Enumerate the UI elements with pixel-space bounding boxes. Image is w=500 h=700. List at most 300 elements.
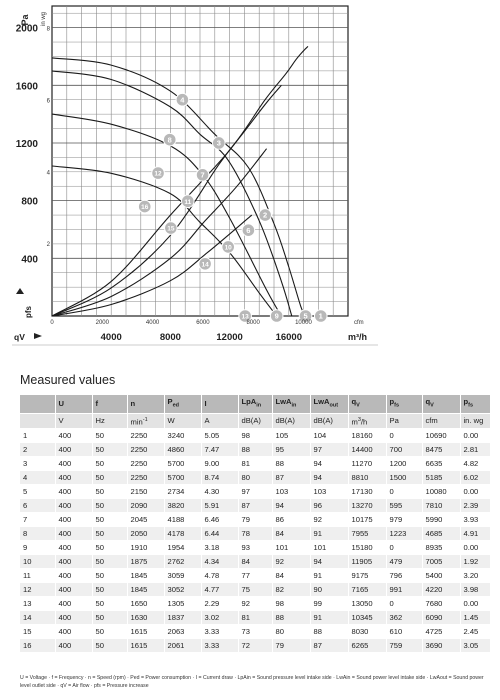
table-cell: 50 bbox=[92, 597, 127, 611]
table-cell: 6.46 bbox=[201, 513, 238, 527]
table-cell: 0.00 bbox=[460, 541, 490, 555]
table-row bbox=[20, 639, 490, 653]
table-cell: 0 bbox=[386, 541, 422, 555]
table-cell: 50 bbox=[92, 611, 127, 625]
table-cell: 8 bbox=[20, 527, 55, 541]
table-row bbox=[20, 527, 490, 541]
table-units-row bbox=[20, 413, 490, 429]
table-cell: 90 bbox=[310, 583, 348, 597]
table-cell: 2.29 bbox=[201, 597, 238, 611]
table-cell: 2 bbox=[20, 443, 55, 457]
table-cell: 50 bbox=[92, 513, 127, 527]
table-cell: 50 bbox=[92, 639, 127, 653]
table-footnote: U = Voltage · f = Frequency · n = Speed (rpm) · Ped = Power consumption · I = Current draw · LpAin = Sound pressure level intake side · LwAin = Sound power level intake side · LwAout = Sound power level outlet side · qV = Air flow · pfs = Pressure increase bbox=[20, 675, 484, 689]
x-axis-unit: m³/h bbox=[348, 332, 367, 342]
table-header-cell: $p_{fs}$ bbox=[460, 395, 490, 413]
table-cell: 5 bbox=[20, 485, 55, 499]
table-cell: 86 bbox=[272, 513, 310, 527]
table-cell: 2250 bbox=[127, 429, 164, 443]
table-cell: 81 bbox=[238, 457, 272, 471]
table-cell: 400 bbox=[55, 485, 92, 499]
table-cell: 91 bbox=[310, 527, 348, 541]
x2-tick-label: 8000 bbox=[246, 320, 260, 326]
table-row bbox=[20, 429, 490, 443]
y-tick-label: 800 bbox=[21, 196, 38, 208]
table-cell: Pa bbox=[386, 413, 422, 429]
table-cell: 1954 bbox=[164, 541, 201, 555]
table-header-cell: $P_{ed}$ bbox=[164, 395, 201, 413]
table-cell: 2063 bbox=[164, 625, 201, 639]
table-cell: 82 bbox=[272, 583, 310, 597]
table-cell: 8475 bbox=[422, 443, 460, 457]
table-cell: A bbox=[201, 413, 238, 429]
table-cell: 4725 bbox=[422, 625, 460, 639]
table-cell: 94 bbox=[310, 555, 348, 569]
table-cell: 94 bbox=[272, 499, 310, 513]
y2-tick-label: 8 bbox=[46, 26, 50, 33]
table-cell: 400 bbox=[55, 471, 92, 485]
table-cell: 10080 bbox=[422, 485, 460, 499]
table-cell: 73 bbox=[238, 625, 272, 639]
table-cell: 95 bbox=[272, 443, 310, 457]
table-cell: 0.00 bbox=[460, 485, 490, 499]
table-cell: 6090 bbox=[422, 611, 460, 625]
table-cell: 80 bbox=[272, 625, 310, 639]
table-cell: 2250 bbox=[127, 471, 164, 485]
table-cell: 6635 bbox=[422, 457, 460, 471]
table-cell: 1.45 bbox=[460, 611, 490, 625]
table-cell: 1845 bbox=[127, 583, 164, 597]
table-cell: W bbox=[164, 413, 201, 429]
table-row bbox=[20, 513, 490, 527]
table-cell: 1615 bbox=[127, 639, 164, 653]
table-cell: 14 bbox=[20, 611, 55, 625]
table-cell: 5.05 bbox=[201, 429, 238, 443]
table-cell: 3.98 bbox=[460, 583, 490, 597]
operating-point-label: 1 bbox=[318, 311, 323, 321]
table-cell: 400 bbox=[55, 625, 92, 639]
table-cell: 0.00 bbox=[460, 429, 490, 443]
table-cell: 50 bbox=[92, 527, 127, 541]
table-cell: 7165 bbox=[348, 583, 386, 597]
table-header-cell bbox=[20, 395, 55, 413]
table-row bbox=[20, 541, 490, 555]
table-cell: 1 bbox=[20, 429, 55, 443]
table-cell: 10690 bbox=[422, 429, 460, 443]
x2-tick-label: 0 bbox=[50, 320, 54, 326]
table-cell: 75 bbox=[238, 583, 272, 597]
table-cell: 3820 bbox=[164, 499, 201, 513]
x-axis-arrow bbox=[34, 333, 42, 339]
table-cell: 3.05 bbox=[460, 639, 490, 653]
table-row bbox=[20, 471, 490, 485]
table-cell bbox=[20, 413, 55, 429]
table-header-cell: $q_V$ bbox=[422, 395, 460, 413]
table-cell: 8.74 bbox=[201, 471, 238, 485]
table-cell: 9 bbox=[20, 541, 55, 555]
table-cell: 50 bbox=[92, 583, 127, 597]
y-tick-label: 1200 bbox=[15, 138, 38, 150]
y-axis-arrow bbox=[16, 288, 24, 294]
y2-tick-label: 4 bbox=[46, 170, 50, 177]
table-cell: 94 bbox=[310, 471, 348, 485]
table-cell: 10175 bbox=[348, 513, 386, 527]
table-cell: 2050 bbox=[127, 527, 164, 541]
operating-point-label: 11 bbox=[184, 198, 192, 206]
table-cell: dB(A) bbox=[238, 413, 272, 429]
table-cell: 8935 bbox=[422, 541, 460, 555]
table-cell: 88 bbox=[272, 457, 310, 471]
table-row bbox=[20, 443, 490, 457]
operating-point-label: 2 bbox=[263, 210, 268, 220]
table-cell: 2250 bbox=[127, 457, 164, 471]
table-row bbox=[20, 485, 490, 499]
table-cell: 4178 bbox=[164, 527, 201, 541]
table-cell: 3690 bbox=[422, 639, 460, 653]
table-row bbox=[20, 555, 490, 569]
measured-values-title: Measured values bbox=[20, 373, 116, 387]
table-cell: 11270 bbox=[348, 457, 386, 471]
table-cell: 400 bbox=[55, 569, 92, 583]
table-cell: 6265 bbox=[348, 639, 386, 653]
table-cell: 3 bbox=[20, 457, 55, 471]
table-cell: 9.00 bbox=[201, 457, 238, 471]
table-cell: 101 bbox=[272, 541, 310, 555]
table-header-cell: LpA$_{in}$ bbox=[238, 395, 272, 413]
table-cell: 2.39 bbox=[460, 499, 490, 513]
table-cell: 11905 bbox=[348, 555, 386, 569]
table-cell: 72 bbox=[238, 639, 272, 653]
table-cell: 0.00 bbox=[460, 597, 490, 611]
table-cell: 4860 bbox=[164, 443, 201, 457]
table-cell: 3.18 bbox=[201, 541, 238, 555]
table-cell: 105 bbox=[272, 429, 310, 443]
table-cell: 11 bbox=[20, 569, 55, 583]
table-cell: 50 bbox=[92, 541, 127, 555]
table-cell: 14400 bbox=[348, 443, 386, 457]
table-cell: 104 bbox=[310, 429, 348, 443]
table-cell: 77 bbox=[238, 569, 272, 583]
y-tick-label: 1600 bbox=[15, 81, 38, 93]
table-cell: dB(A) bbox=[310, 413, 348, 429]
table-cell: 0 bbox=[386, 485, 422, 499]
table-header-cell: $p_{fs}$ bbox=[386, 395, 422, 413]
table-cell: 7.47 bbox=[201, 443, 238, 457]
table-cell: 50 bbox=[92, 569, 127, 583]
table-cell: 10345 bbox=[348, 611, 386, 625]
operating-point-label: 3 bbox=[216, 138, 221, 148]
y-axis-unit: Pa bbox=[20, 14, 30, 26]
table-cell: 400 bbox=[55, 527, 92, 541]
table-cell: 18160 bbox=[348, 429, 386, 443]
table-header-cell: $q_V$ bbox=[348, 395, 386, 413]
operating-point-label: 7 bbox=[200, 170, 205, 180]
table-cell: 5400 bbox=[422, 569, 460, 583]
table-cell: 79 bbox=[272, 639, 310, 653]
x2-axis-unit: cfm bbox=[354, 320, 364, 326]
table-cell: 4.34 bbox=[201, 555, 238, 569]
table-cell: 84 bbox=[272, 569, 310, 583]
table-cell: 13050 bbox=[348, 597, 386, 611]
operating-point-label: 12 bbox=[154, 170, 162, 178]
table-cell: 400 bbox=[55, 457, 92, 471]
table-cell: 2045 bbox=[127, 513, 164, 527]
table-cell: 7955 bbox=[348, 527, 386, 541]
chart-grid bbox=[52, 6, 348, 316]
table-cell: 50 bbox=[92, 443, 127, 457]
table-row bbox=[20, 569, 490, 583]
table-row bbox=[20, 611, 490, 625]
x-tick-label: 16000 bbox=[275, 332, 303, 343]
table-cell: 50 bbox=[92, 555, 127, 569]
table-cell: 6.44 bbox=[201, 527, 238, 541]
table-header-cell: LwA$_{in}$ bbox=[272, 395, 310, 413]
table-cell: 88 bbox=[272, 611, 310, 625]
table-cell: 5700 bbox=[164, 471, 201, 485]
table-cell: 400 bbox=[55, 583, 92, 597]
operating-point-label: 6 bbox=[246, 225, 251, 235]
table-cell: 92 bbox=[272, 555, 310, 569]
table-cell: 8810 bbox=[348, 471, 386, 485]
table-cell: 400 bbox=[55, 443, 92, 457]
table-cell: 400 bbox=[55, 611, 92, 625]
table-cell: 400 bbox=[55, 597, 92, 611]
table-cell: $\min^{-1}$ bbox=[127, 413, 164, 429]
table-cell: 1200 bbox=[386, 457, 422, 471]
y2-tick-label: 6 bbox=[46, 98, 50, 105]
table-cell: 400 bbox=[55, 429, 92, 443]
x2-tick-label: 6000 bbox=[196, 320, 210, 326]
table-cell: 2250 bbox=[127, 443, 164, 457]
table-cell: 3240 bbox=[164, 429, 201, 443]
table-cell: 10 bbox=[20, 555, 55, 569]
table-cell: 796 bbox=[386, 569, 422, 583]
table-row bbox=[20, 499, 490, 513]
table-cell: 15180 bbox=[348, 541, 386, 555]
table-cell: 7 bbox=[20, 513, 55, 527]
table-cell: 98 bbox=[272, 597, 310, 611]
table-cell: 610 bbox=[386, 625, 422, 639]
table-cell: 2150 bbox=[127, 485, 164, 499]
table-row bbox=[20, 457, 490, 471]
table-cell: 4.78 bbox=[201, 569, 238, 583]
table-cell: 97 bbox=[310, 443, 348, 457]
table-cell: Hz bbox=[92, 413, 127, 429]
y-tick-label: 400 bbox=[21, 254, 38, 266]
table-cell: 4 bbox=[20, 471, 55, 485]
table-header-cell: U bbox=[55, 395, 92, 413]
table-cell: 5990 bbox=[422, 513, 460, 527]
table-cell: 400 bbox=[55, 499, 92, 513]
table-header-row bbox=[20, 395, 490, 413]
table-cell: 2762 bbox=[164, 555, 201, 569]
table-cell: 50 bbox=[92, 625, 127, 639]
table-cell: 84 bbox=[272, 527, 310, 541]
table-cell: 479 bbox=[386, 555, 422, 569]
table-cell: 93 bbox=[238, 541, 272, 555]
table-cell: 92 bbox=[238, 597, 272, 611]
table-cell: 1910 bbox=[127, 541, 164, 555]
table-cell: 2061 bbox=[164, 639, 201, 653]
table-cell: 87 bbox=[272, 471, 310, 485]
table-cell: 50 bbox=[92, 429, 127, 443]
table-cell: 3.02 bbox=[201, 611, 238, 625]
table-row bbox=[20, 625, 490, 639]
x-tick-label: 4000 bbox=[100, 332, 122, 343]
table-cell: 98 bbox=[238, 429, 272, 443]
x2-tick-label: 2000 bbox=[95, 320, 109, 326]
table-cell: in. wg bbox=[460, 413, 490, 429]
table-cell: 3052 bbox=[164, 583, 201, 597]
x2-tick-label: 10000 bbox=[295, 320, 312, 326]
table-cell: 759 bbox=[386, 639, 422, 653]
table-cell: 2090 bbox=[127, 499, 164, 513]
table-cell: 97 bbox=[238, 485, 272, 499]
table-cell: 88 bbox=[238, 443, 272, 457]
table-cell: 4188 bbox=[164, 513, 201, 527]
operating-point-label: 16 bbox=[141, 204, 149, 212]
table-cell: 6 bbox=[20, 499, 55, 513]
table-cell: 1845 bbox=[127, 569, 164, 583]
table-cell: 13 bbox=[20, 597, 55, 611]
table-cell: V bbox=[55, 413, 92, 429]
table-cell: 4.30 bbox=[201, 485, 238, 499]
table-cell: 3.33 bbox=[201, 625, 238, 639]
table-cell: 362 bbox=[386, 611, 422, 625]
measured-values-table bbox=[20, 395, 491, 653]
x-axis-symbol: qV bbox=[14, 332, 25, 342]
table-header-cell: I bbox=[201, 395, 238, 413]
table-cell: 700 bbox=[386, 443, 422, 457]
operating-point-label: 5 bbox=[303, 311, 308, 321]
table-cell: 12 bbox=[20, 583, 55, 597]
table-cell: 1305 bbox=[164, 597, 201, 611]
table-cell: 84 bbox=[238, 555, 272, 569]
table-cell: 94 bbox=[310, 457, 348, 471]
operating-point-label: 15 bbox=[167, 225, 175, 233]
table-cell: cfm bbox=[422, 413, 460, 429]
table-cell: 9175 bbox=[348, 569, 386, 583]
table-cell: 87 bbox=[238, 499, 272, 513]
table-cell: 92 bbox=[310, 513, 348, 527]
table-cell: 5.91 bbox=[201, 499, 238, 513]
table-cell: 1615 bbox=[127, 625, 164, 639]
x-tick-label: 8000 bbox=[159, 332, 181, 343]
table-cell: 1223 bbox=[386, 527, 422, 541]
table-cell: 400 bbox=[55, 513, 92, 527]
table-cell: 103 bbox=[310, 485, 348, 499]
operating-point-label: 14 bbox=[201, 261, 209, 269]
table-cell: 17130 bbox=[348, 485, 386, 499]
y2-tick-label: 2 bbox=[46, 242, 50, 249]
table-cell: 91 bbox=[310, 611, 348, 625]
table-cell: 4685 bbox=[422, 527, 460, 541]
table-cell: 87 bbox=[310, 639, 348, 653]
table-cell: 13270 bbox=[348, 499, 386, 513]
table-cell: 2734 bbox=[164, 485, 201, 499]
operating-point-label: 9 bbox=[274, 311, 279, 321]
table-cell: 5700 bbox=[164, 457, 201, 471]
table-cell: 5185 bbox=[422, 471, 460, 485]
table-cell: 50 bbox=[92, 499, 127, 513]
table-cell: 81 bbox=[238, 611, 272, 625]
table-cell: 3.93 bbox=[460, 513, 490, 527]
table-cell: 3.33 bbox=[201, 639, 238, 653]
table-cell: 1837 bbox=[164, 611, 201, 625]
y-axis-symbol: pfs bbox=[24, 306, 33, 318]
table-cell: 1875 bbox=[127, 555, 164, 569]
table-cell: 7680 bbox=[422, 597, 460, 611]
table-cell: 50 bbox=[92, 485, 127, 499]
table-cell: 103 bbox=[272, 485, 310, 499]
table-header-cell: n bbox=[127, 395, 164, 413]
operating-point-label: 13 bbox=[241, 313, 249, 321]
table-cell: 400 bbox=[55, 541, 92, 555]
table-cell: 8030 bbox=[348, 625, 386, 639]
x-tick-label: 12000 bbox=[216, 332, 243, 343]
table-cell: 4.82 bbox=[460, 457, 490, 471]
table-cell: 16 bbox=[20, 639, 55, 653]
table-cell: 2.45 bbox=[460, 625, 490, 639]
table-cell: 6.02 bbox=[460, 471, 490, 485]
table-cell: 4220 bbox=[422, 583, 460, 597]
x2-tick-label: 4000 bbox=[145, 320, 160, 326]
table-cell: 99 bbox=[310, 597, 348, 611]
operating-point-label: 8 bbox=[167, 135, 172, 145]
operating-point-label: 4 bbox=[180, 95, 185, 105]
table-cell: 4.91 bbox=[460, 527, 490, 541]
table-cell: 78 bbox=[238, 527, 272, 541]
table-cell: 1630 bbox=[127, 611, 164, 625]
y2-axis-unit: in wg bbox=[41, 11, 47, 27]
table-cell: 80 bbox=[238, 471, 272, 485]
table-cell: 88 bbox=[310, 625, 348, 639]
table-cell: 1650 bbox=[127, 597, 164, 611]
table-header-cell: LwA$_{out}$ bbox=[310, 395, 348, 413]
table-row bbox=[20, 583, 490, 597]
table-cell: dB(A) bbox=[272, 413, 310, 429]
measured-values-table-wrap bbox=[20, 395, 490, 653]
table-cell: 3.20 bbox=[460, 569, 490, 583]
table-cell: 50 bbox=[92, 457, 127, 471]
table-cell: 79 bbox=[238, 513, 272, 527]
table-cell: 50 bbox=[92, 471, 127, 485]
table-cell: 400 bbox=[55, 555, 92, 569]
table-cell: 15 bbox=[20, 625, 55, 639]
table-cell: 7005 bbox=[422, 555, 460, 569]
y-tick-label: 2000 bbox=[15, 23, 38, 35]
table-cell: 400 bbox=[55, 639, 92, 653]
table-cell: 979 bbox=[386, 513, 422, 527]
table-cell: 3059 bbox=[164, 569, 201, 583]
table-cell: 101 bbox=[310, 541, 348, 555]
table-cell: $m^3/h$ bbox=[348, 413, 386, 429]
table-cell: 2.81 bbox=[460, 443, 490, 457]
table-cell: 1.92 bbox=[460, 555, 490, 569]
table-cell: 0 bbox=[386, 429, 422, 443]
table-cell: 595 bbox=[386, 499, 422, 513]
table-cell: 7810 bbox=[422, 499, 460, 513]
table-cell: 91 bbox=[310, 569, 348, 583]
table-cell: 1500 bbox=[386, 471, 422, 485]
table-header-cell: f bbox=[92, 395, 127, 413]
table-cell: 4.77 bbox=[201, 583, 238, 597]
table-cell: 96 bbox=[310, 499, 348, 513]
table-row bbox=[20, 597, 490, 611]
operating-point-label: 10 bbox=[224, 244, 232, 252]
table-cell: 991 bbox=[386, 583, 422, 597]
table-cell: 0 bbox=[386, 597, 422, 611]
